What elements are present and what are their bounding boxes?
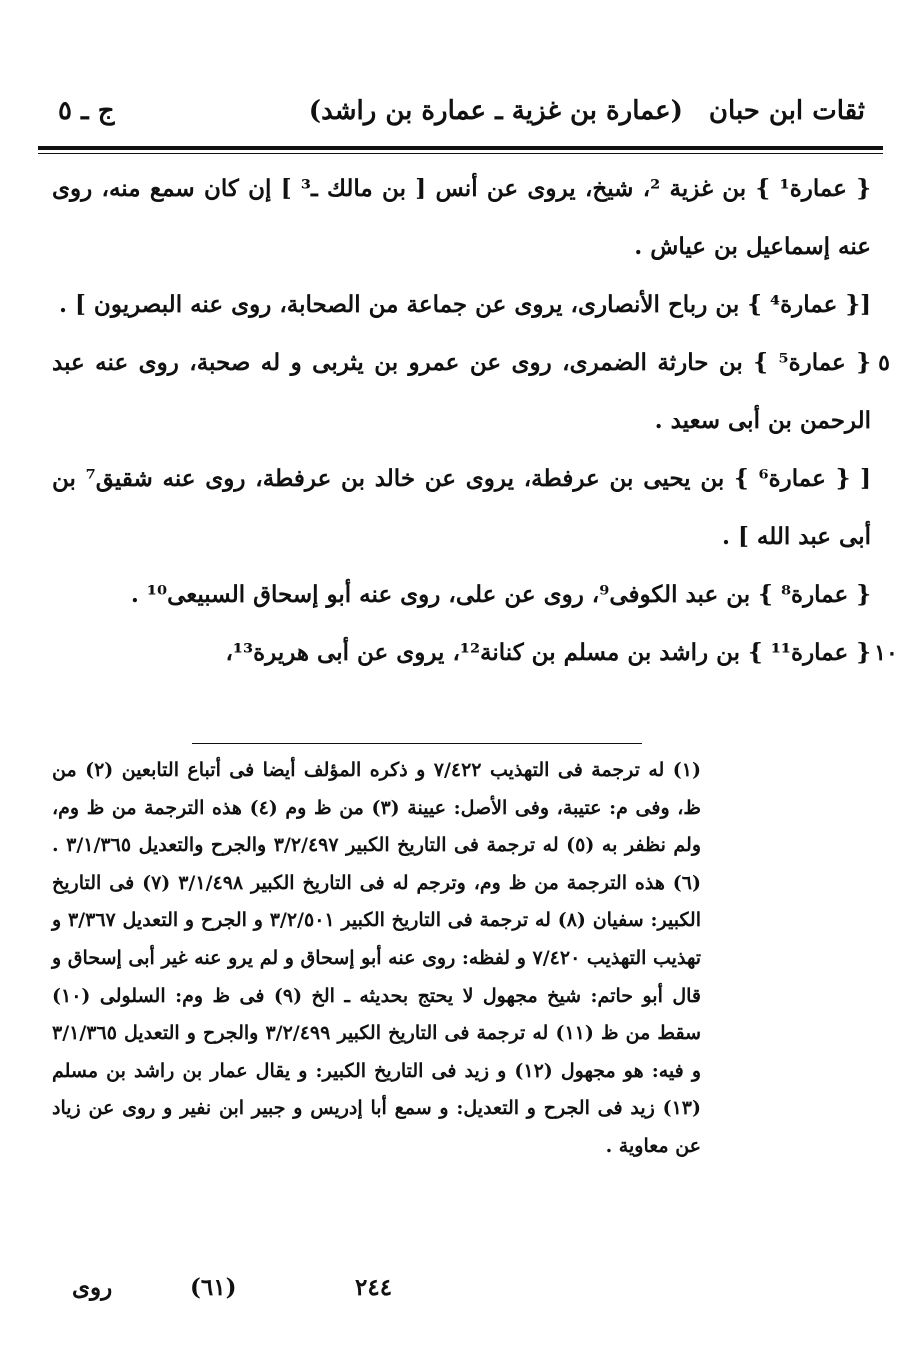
page-number: ٢٤٤ [355,1274,393,1301]
biography-entry [52,566,871,624]
running-header [40,92,883,142]
header-rule-thick [38,146,883,150]
biography-entry [52,276,871,334]
volume-label: ج ـ ٥ [58,96,115,126]
entry-text: [{ عمارة⁴ } بن رباح الأنصارى، يروى عن جماعة من الصحابة، روى عنه البصريون ] . [59,291,871,318]
signature-mark: (٦١) [190,1274,237,1301]
footnote-rule [192,743,642,744]
biography-entry [52,450,871,566]
line-number: ٥ [878,350,890,376]
entry-text: { عمارة¹¹ } بن راشد بن مسلم بن كنانة¹²، يروى عن أبى هريرة¹³، [225,639,871,666]
header-rule-thin [38,153,883,154]
footnotes-block [52,752,701,1166]
line-number: ١٠ [874,640,898,666]
entries-block [52,160,898,682]
page-footer [40,1274,883,1314]
entry-text: { عمارة⁸ } بن عبد الكوفى⁹، روى عن على، روى عنه أبو إسحاق السبيعى¹⁰ . [130,581,871,608]
book-title: ثقات ابن حبان [708,96,865,126]
catchword: روى [72,1274,113,1301]
footnotes-text: (١) له ترجمة فى التهذيب ٧/٤٢٢ و ذكره المؤلف أيضا فى أتباع التابعين (٢) من ظ، وفى م: عتيبة، وفى الأصل: عيينة (٣) من ظ وم (٤) هذه الترجمة من ظ وم، ولم نظفر به (٥) له ترجمة فى التاريخ الكبير ٣/٢/٤٩٧ والجرح والتعديل ٣/١/٣٦٥ . (٦) هذه الترجمة من ظ وم، وترجم له فى التاريخ الكبير ٣/١/٤٩٨ (٧) فى التاريخ الكبير: سفيان (٨) له ترجمة فى التاريخ الكبير ٣/٢/٥٠١ و الجرح و التعديل ٣/٣٦٧ و تهذيب التهذيب ٧/٤٢٠ و لفظه: روى عنه أبو إسحاق و لم يرو عنه غير أبى إسحاق و قال أبو حاتم: شيخ مجهول لا يحتج بحديثه ـ الخ (٩) فى ظ وم: السلولى (١٠) سقط من ظ (١١) له ترجمة فى التاريخ الكبير ٣/٢/٤٩٩ والجرح و التعديل ٣/١/٣٦٥ و فيه: هو مجهول (١٢) و زيد فى التاريخ الكبير: و يقال عمار بن راشد بن مسلم (١٣) زيد فى الجرح و التعديل: و سمع أبا إدريس و جبير ابن نفير و روى عن زياد عن معاوية . [52,759,702,1157]
biography-entry [52,624,898,682]
entry-text: { عمارة¹ } بن غزية ²، شيخ، يروى عن أنس [ بن مالك ـ³ ] إن كان سمع منه، روى عنه إسماعيل بن عياش . [52,175,871,260]
entry-text: [ { عمارة⁶ } بن يحيى بن عرفطة، يروى عن خالد بن عرفطة، روى عنه شقيق⁷ بن أبى عبد الله ] . [52,465,872,550]
biography-entry [52,334,890,450]
entry-text: { عمارة⁵ } بن حارثة الضمرى، روى عن عمرو بن يثربى و له صحبة، روى عنه عبد الرحمن بن أبى سعيد . [52,349,871,434]
entry-range: (عمارة بن غزية ـ عمارة بن راشد) [308,96,683,126]
biography-entry [52,160,871,276]
